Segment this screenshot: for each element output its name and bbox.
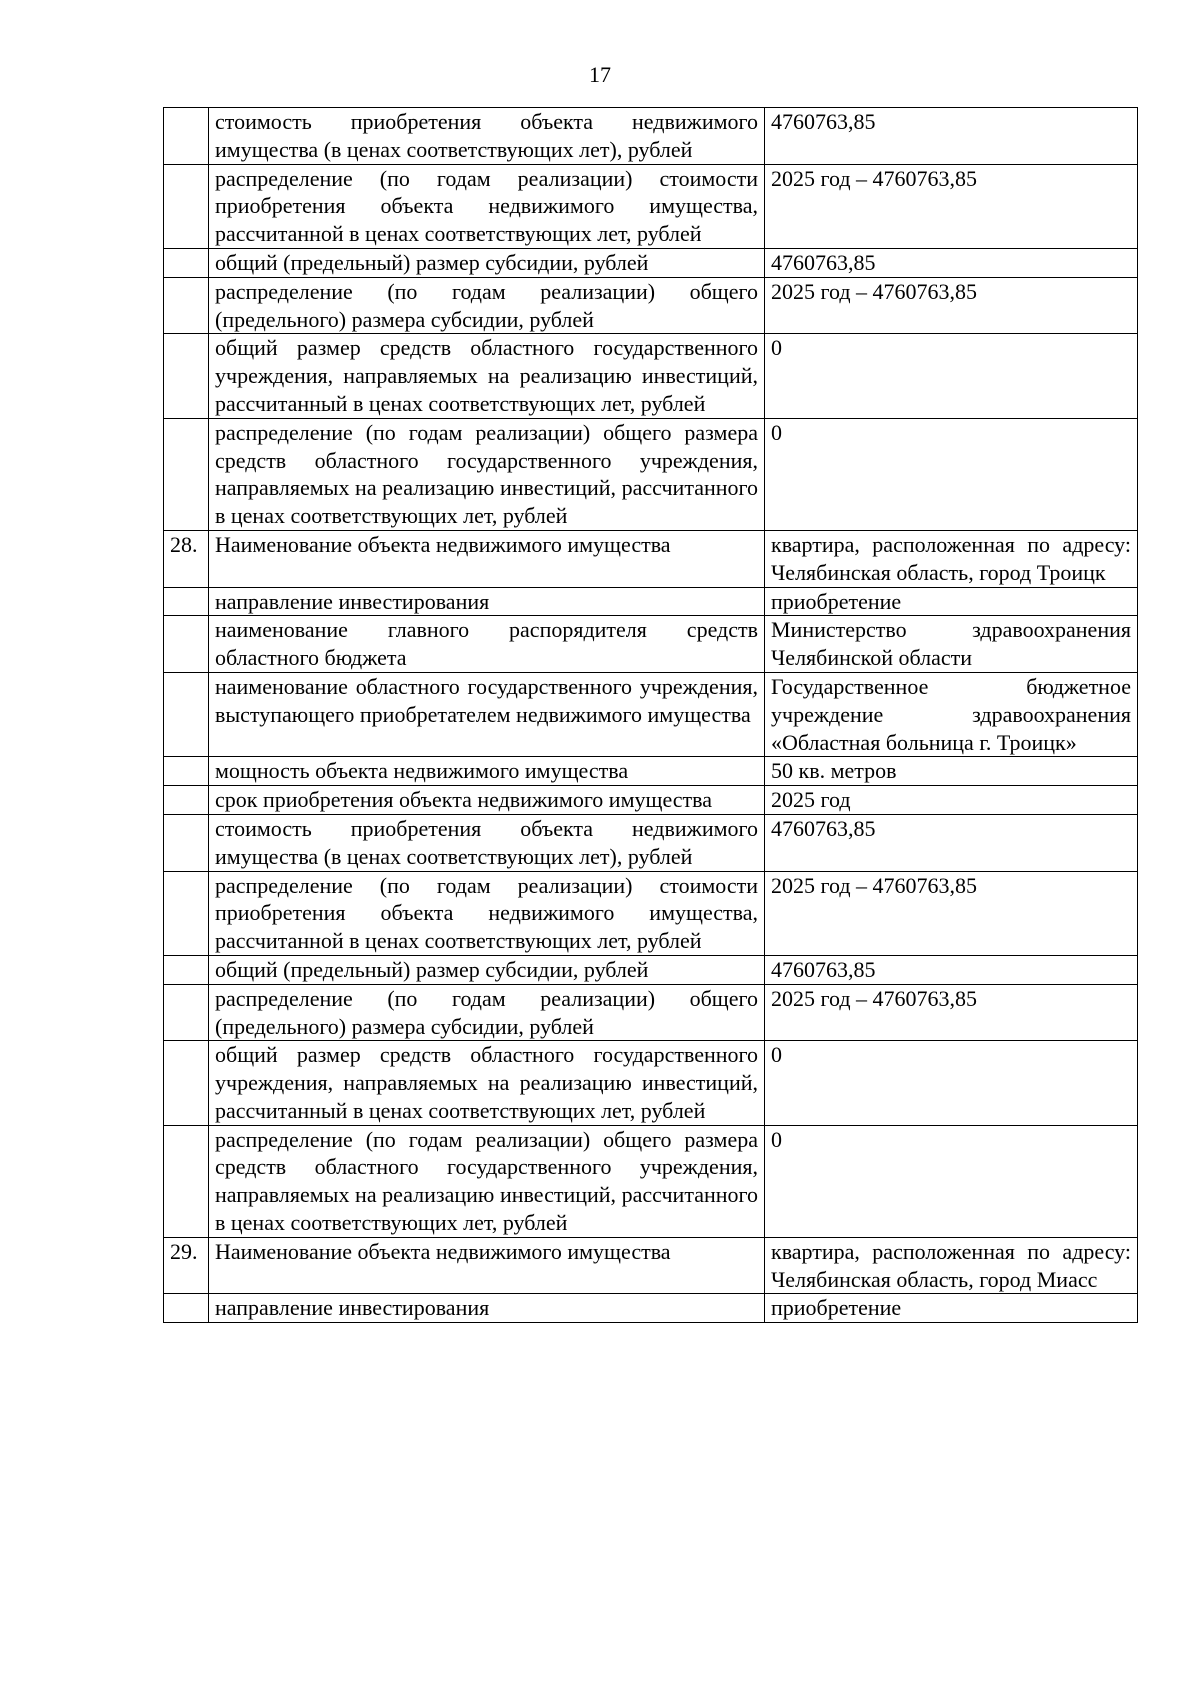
- parameter-cell: Наименование объекта недвижимого имущества: [209, 530, 765, 587]
- row-number: [164, 334, 209, 418]
- row-number: 29.: [164, 1237, 209, 1294]
- investment-table: [163, 107, 1138, 1323]
- row-number: [164, 814, 209, 871]
- value-cell: 2025 год – 4760763,85: [765, 164, 1138, 248]
- value-cell: приобретение: [765, 587, 1138, 616]
- page-number: 17: [589, 62, 611, 87]
- table-row: [164, 530, 1138, 587]
- value-cell: 2025 год – 4760763,85: [765, 871, 1138, 955]
- row-number: [164, 672, 209, 756]
- table-row: [164, 757, 1138, 786]
- table-row: [164, 164, 1138, 248]
- table-row: [164, 672, 1138, 756]
- value-cell: квартира, расположенная по адресу: Челябинская область, город Миасс: [765, 1237, 1138, 1294]
- row-number: [164, 984, 209, 1041]
- row-number: [164, 277, 209, 334]
- value-cell: 0: [765, 1125, 1138, 1237]
- value-cell: 4760763,85: [765, 955, 1138, 984]
- value-cell: 4760763,85: [765, 814, 1138, 871]
- row-number: [164, 418, 209, 530]
- row-number: [164, 871, 209, 955]
- table-row: [164, 786, 1138, 815]
- parameter-cell: наименование главного распорядителя средств областного бюджета: [209, 616, 765, 673]
- parameter-cell: мощность объекта недвижимого имущества: [209, 757, 765, 786]
- row-number: [164, 786, 209, 815]
- row-number: 28.: [164, 530, 209, 587]
- parameter-cell: распределение (по годам реализации) общего размера средств областного государственного учреждения, направляемых на реализацию инвестиций, рассчитанного в ценах соответствующих лет, рублей: [209, 418, 765, 530]
- value-cell: 0: [765, 1041, 1138, 1125]
- value-cell: приобретение: [765, 1294, 1138, 1323]
- parameter-cell: общий размер средств областного государственного учреждения, направляемых на реализацию инвестиций, рассчитанный в ценах соответствующих лет, рублей: [209, 1041, 765, 1125]
- table-row: [164, 984, 1138, 1041]
- parameter-cell: распределение (по годам реализации) общего (предельного) размера субсидии, рублей: [209, 277, 765, 334]
- table-row: [164, 1041, 1138, 1125]
- parameter-cell: срок приобретения объекта недвижимого имущества: [209, 786, 765, 815]
- parameter-cell: направление инвестирования: [209, 587, 765, 616]
- value-cell: квартира, расположенная по адресу: Челябинская область, город Троицк: [765, 530, 1138, 587]
- table-row: [164, 418, 1138, 530]
- table-row: [164, 814, 1138, 871]
- value-cell: 50 кв. метров: [765, 757, 1138, 786]
- value-cell: 2025 год – 4760763,85: [765, 984, 1138, 1041]
- value-cell: Государственное бюджетное учреждение здравоохранения «Областная больница г. Троицк»: [765, 672, 1138, 756]
- parameter-cell: общий (предельный) размер субсидии, рублей: [209, 955, 765, 984]
- table-row: [164, 1125, 1138, 1237]
- table-row: [164, 587, 1138, 616]
- parameter-cell: Наименование объекта недвижимого имущества: [209, 1237, 765, 1294]
- value-cell: 4760763,85: [765, 108, 1138, 165]
- value-cell: 2025 год: [765, 786, 1138, 815]
- table-row: [164, 108, 1138, 165]
- row-number: [164, 955, 209, 984]
- parameter-cell: общий (предельный) размер субсидии, рублей: [209, 248, 765, 277]
- table-row: [164, 955, 1138, 984]
- table-row: [164, 871, 1138, 955]
- table-row: [164, 1237, 1138, 1294]
- row-number: [164, 164, 209, 248]
- parameter-cell: распределение (по годам реализации) стоимости приобретения объекта недвижимого имущества, рассчитанной в ценах соответствующих лет, рублей: [209, 164, 765, 248]
- value-cell: Министерство здравоохранения Челябинской области: [765, 616, 1138, 673]
- row-number: [164, 616, 209, 673]
- parameter-cell: наименование областного государственного учреждения, выступающего приобретателем недвижимого имущества: [209, 672, 765, 756]
- row-number: [164, 1041, 209, 1125]
- parameter-cell: стоимость приобретения объекта недвижимого имущества (в ценах соответствующих лет), рублей: [209, 108, 765, 165]
- table-row: [164, 616, 1138, 673]
- table-row: [164, 1294, 1138, 1323]
- parameter-cell: распределение (по годам реализации) стоимости приобретения объекта недвижимого имущества, рассчитанной в ценах соответствующих лет, рублей: [209, 871, 765, 955]
- table-row: [164, 334, 1138, 418]
- table-row: [164, 277, 1138, 334]
- parameter-cell: распределение (по годам реализации) общего размера средств областного государственного учреждения, направляемых на реализацию инвестиций, рассчитанного в ценах соответствующих лет, рублей: [209, 1125, 765, 1237]
- row-number: [164, 587, 209, 616]
- row-number: [164, 1294, 209, 1323]
- parameter-cell: распределение (по годам реализации) общего (предельного) размера субсидии, рублей: [209, 984, 765, 1041]
- row-number: [164, 1125, 209, 1237]
- parameter-cell: общий размер средств областного государственного учреждения, направляемых на реализацию инвестиций, рассчитанный в ценах соответствующих лет, рублей: [209, 334, 765, 418]
- value-cell: 0: [765, 334, 1138, 418]
- parameter-cell: стоимость приобретения объекта недвижимого имущества (в ценах соответствующих лет), рублей: [209, 814, 765, 871]
- row-number: [164, 108, 209, 165]
- row-number: [164, 757, 209, 786]
- row-number: [164, 248, 209, 277]
- value-cell: 4760763,85: [765, 248, 1138, 277]
- table-row: [164, 248, 1138, 277]
- value-cell: 0: [765, 418, 1138, 530]
- value-cell: 2025 год – 4760763,85: [765, 277, 1138, 334]
- parameter-cell: направление инвестирования: [209, 1294, 765, 1323]
